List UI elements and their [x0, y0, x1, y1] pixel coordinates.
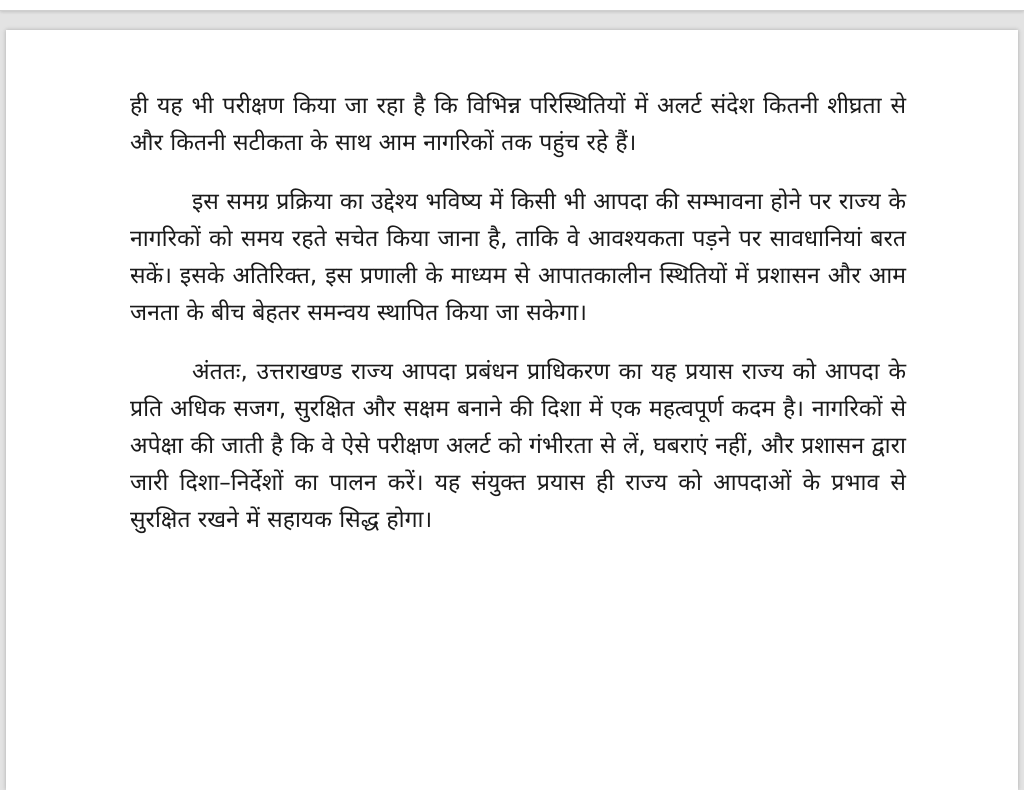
document-body [130, 88, 906, 561]
previous-page-edge [0, 0, 1024, 11]
paragraph-3: अंततः, उत्तराखण्ड राज्य आपदा प्रबंधन प्राधिकरण का यह प्रयास राज्य को आपदा के प्रति अधिक सजग, सुरक्षित और सक्षम बनाने की दिशा में एक महत्वपूर्ण कदम है। नागरिकों से अपेक्षा की जाती है कि वे ऐसे परीक्षण अलर्ट को गंभीरता से लें, घबराएं नहीं, और प्रशासन द्वारा जारी दिशा–निर्देशों का पालन करें। यह संयुक्त प्रयास ही राज्य को आपदाओं के प्रभाव से सुरक्षित रखने में सहायक सिद्ध होगा। [130, 359, 906, 533]
paragraph-1: ही यह भी परीक्षण किया जा रहा है कि विभिन्न परिस्थितियों में अलर्ट संदेश कितनी शीघ्रता से और कितनी सटीकता के साथ आम नागरिकों तक पहुंच रहे हैं। [130, 93, 906, 156]
paragraph-2: इस समग्र प्रक्रिया का उद्देश्य भविष्य में किसी भी आपदा की सम्भावना होने पर राज्य के नागरिकों को समय रहते सचेत किया जाना है, ताकि वे आवश्यकता पड़ने पर सावधानियां बरत सकें। इसके अतिरिक्त, इस प्रणाली के माध्यम से आपातकालीन स्थितियों में प्रशासन और आम जनता के बीच बेहतर समन्वय स्थापित किया जा सकेगा। [130, 189, 906, 326]
document-page[interactable] [6, 30, 1018, 790]
